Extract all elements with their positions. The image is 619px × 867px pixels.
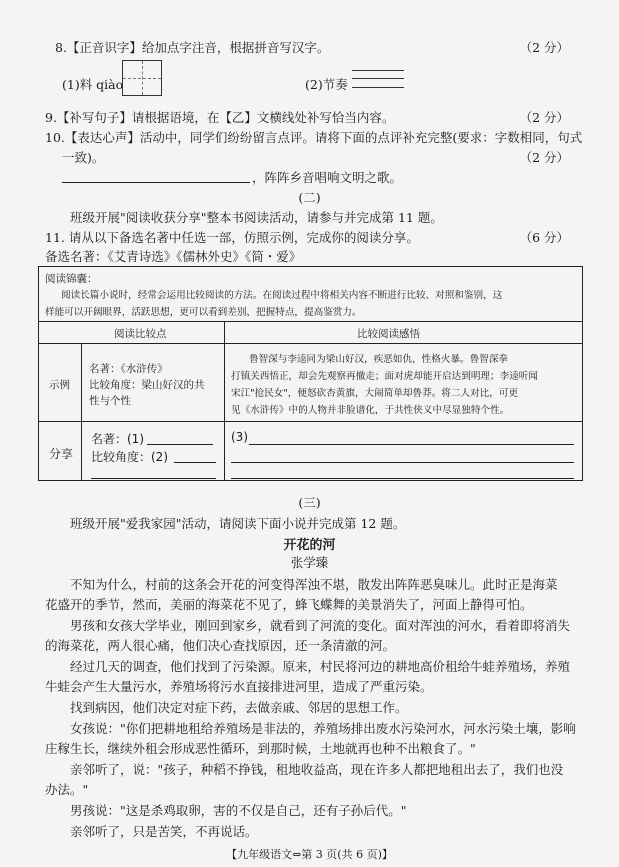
q10-score: （2 分） [519,150,569,165]
box-tip-line2: 样能可以开阔眼界，活跃思想，更可以看到差别，把握特点，提高鉴赏力。 [45,307,362,318]
character-grid [122,60,162,96]
story-p7: 男孩说："这是杀鸡取卵，害的不仅是自己，还有子孙后代。" [70,803,407,818]
section-label: (二) [298,190,321,205]
story-p2b: 的海菜花，两人很心痛，他们决心查找原因，还一条清澈的河。 [45,638,396,653]
example-angle-cont: 性与个性 [89,395,131,407]
story-p6a: 亲邻听了，说："孩子，种稻不挣钱，租地收益高，现在许多人都把地租出去了，我们也没 [70,762,564,777]
share-book-line[interactable] [147,443,213,445]
col-header-insights: 比较阅读感悟 [357,328,420,340]
example-book: 名著：《水浒传》 [89,363,168,375]
q11-score: （6 分） [519,230,569,245]
story-p1a: 不知为什么，村前的这条会开花的河变得浑浊不堪，散发出阵阵恶臭味儿。此时正是海菜 [70,577,558,592]
story-p3a: 经过几天的调查，他们找到了污染源。原来，村民将河边的耕地高价租给牛蛙养殖场，养殖 [70,659,571,674]
share-insight: (3) [231,430,248,444]
example-text-4: 见《水浒传》中的人物并非脸谱化，于共性侠义中尽显独特个性。 [231,405,510,416]
answer-line[interactable] [62,181,250,183]
q9-score: （2 分） [519,110,569,125]
q8-score: （2 分） [519,40,569,55]
share-angle-line[interactable] [174,461,216,463]
q8-prompt: 8.【正音识字】给加点字注音，根据拼音写汉字。 [55,40,330,55]
share-angle: 比较角度：(2) [91,450,168,464]
pinyin-lines [352,70,404,88]
insight-line-2[interactable] [231,461,574,463]
q10-prompt-line2: 一致)。 [62,150,105,165]
insight-line-3[interactable] [231,477,574,479]
q10-prompt-line1: 10.【表达心声】活动中，同学们纷纷留言点评。请将下面的点评补充完整(要求：字数相同，句式 [45,130,583,145]
share-book: 名著：(1) [91,432,144,446]
share-label: 分享 [49,447,74,461]
q10-tail: ，阵阵乡音唱响文明之歌。 [252,170,403,185]
example-text-2: 打镇关西悟正，却会先观察再撤走；面对虎却能开启达到明理；李逵听闻 [231,371,538,382]
section-label: (三) [298,495,321,510]
story-p3b: 牛蛙会产生大量污水，养殖场将污水直接排进河里，造成了严重污染。 [45,679,433,694]
reading-share-table [38,266,583,481]
example-text-1: 鲁智深与李逵同为梁山好汉，疾恶如仇，性格火暴。鲁智深拳 [249,354,509,365]
insight-line-1[interactable] [249,443,574,445]
q11-prompt: 11. 请从以下备选名著中任选一部，仿照示例，完成你的阅读分享。 [45,230,419,245]
example-text-3: 宋江"抢民女"，便怒砍杏黄旗，大闹简单却鲁莽。将二人对比，可更 [231,388,519,399]
story-p5b: 庄稼生长，继续外租会形成恶性循环，到那时候，土地就再也种不出粮食了。" [45,741,476,756]
story-p2a: 男孩和女孩大学毕业，刚回到家乡，就看到了河流的变化。面对浑浊的河水，看着即将消失 [70,618,571,633]
example-angle: 比较角度：梁山好汉的共 [89,379,205,391]
example-label: 示例 [49,379,70,391]
story-p6b: 办法。" [45,782,89,797]
share-angle-line2[interactable] [91,477,216,479]
col-header-points: 阅读比较点 [114,328,167,340]
q8-item2: (2)节奏 [305,77,348,92]
story-title: 开花的河 [283,538,336,553]
q11-books: 备选名著：《艾青诗选》《儒林外史》《简・爱》 [45,249,302,264]
story-p1b: 花盛开的季节，然而，美丽的海菜花不见了，蜂飞蝶舞的美景消失了，河面上静得可怕。 [45,597,533,612]
story-p5a: 女孩说："你们把耕地租给养殖场是非法的，养殖场排出废水污染河水，河水污染土壤，影响 [70,721,576,736]
story-p4: 找到病因，他们决定对症下药，去做亲戚、邻居的思想工作。 [70,700,408,715]
q9-prompt: 9.【补写句子】请根据语境，在【乙】文横线处补写恰当内容。 [45,110,395,125]
section-intro: 班级开展"阅读收获分享"整本书阅读活动，请参与并完成第 11 题。 [70,210,443,225]
page-footer: 【九年级语文⇔第 3 页(共 6 页)】 [226,848,393,861]
story-p8: 亲邻听了，只是苦笑，不再说话。 [70,824,258,839]
story-author: 张学臻 [290,555,329,570]
box-title: 阅读锦囊： [45,273,98,285]
section-intro: 班级开展"爱我家园"活动，请阅读下面小说并完成第 12 题。 [70,516,406,531]
q8-item1: (1)料 qiào [62,77,124,92]
box-tip-line1: 阅读长篇小说时，经常会运用比较阅读的方法。在阅读过程中将相关内容不断进行比较、对照和鉴别，这 [61,290,503,301]
